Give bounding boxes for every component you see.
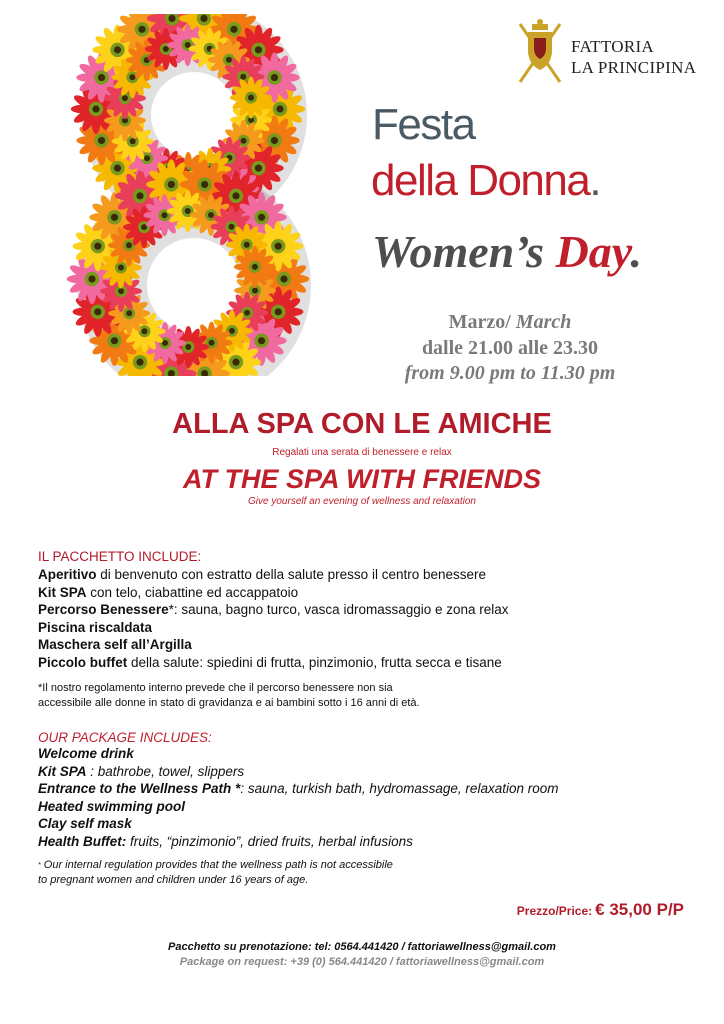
headline-period: .: [589, 156, 601, 205]
list-item: [38, 619, 509, 637]
list-item: [38, 798, 558, 816]
headline-period-2: .: [630, 226, 643, 277]
headline-della-donna: [371, 156, 601, 205]
item-bold: Piscina riscaldata: [38, 619, 153, 635]
headline-womens-day: [372, 226, 643, 277]
item-text: : bathrobe, towel, slippers: [86, 763, 245, 779]
date-month: [360, 311, 660, 334]
note-line: to pregnant women and children under 16 years of age.: [38, 874, 309, 886]
price: [517, 900, 684, 920]
note-line: *Il nostro regolamento interno prevede che il percorso benessere non sia: [38, 682, 393, 694]
footer-contact-en: Package on request: +39 (0) 564.441420 / fattoriawellness@gmail.com: [179, 956, 545, 968]
list-item: [38, 763, 558, 781]
list-item: [38, 566, 509, 584]
item-text: : sauna, turkish bath, hydromassage, relaxation room: [240, 781, 559, 797]
item-bold: Clay self mask: [38, 816, 132, 832]
headline-festa: Festa: [372, 100, 475, 149]
date-time-en: from 9.00 pm to 11.30 pm: [404, 362, 616, 384]
item-text: fruits, “pinzimonio”, dried fruits, herbal infusions: [126, 833, 413, 849]
price-label: Prezzo/Price:: [516, 904, 593, 918]
note-star: *: [38, 862, 41, 869]
item-bold: Welcome drink: [38, 746, 134, 761]
date-time-it: dalle 21.00 alle 23.30: [421, 337, 599, 359]
title-english: AT THE SPA WITH FRIENDS: [183, 464, 541, 494]
list-item: [38, 780, 558, 798]
package-en-heading: OUR PACKAGE INCLUDES:: [38, 730, 212, 745]
item-bold: Aperitivo: [38, 567, 97, 582]
package-it-list: [38, 566, 509, 672]
footer-contact-it: Pacchetto su prenotazione: tel: 0564.441420 / fattoriawellness@gmail.com: [168, 941, 556, 953]
subtitle-english: Give yourself an evening of wellness and relaxation: [248, 496, 476, 507]
crest-with-crossed-swords-icon: [514, 18, 566, 86]
item-bold: Maschera self all’Argilla: [38, 637, 192, 653]
list-item: [38, 584, 509, 602]
price-value: € 35,00 P/P: [595, 900, 684, 919]
note-text: Our internal regulation provides that the wellness path is not accessibile: [40, 859, 393, 871]
item-bold: Kit SPA: [38, 763, 87, 779]
fattoria-la-principina-logo: [514, 18, 697, 88]
date-month-en: March: [515, 311, 572, 333]
item-bold: Kit SPA: [38, 584, 87, 600]
list-item: [38, 601, 509, 619]
logo-line-fattoria: FATTORIA: [571, 37, 655, 56]
logo-line-la-principina: LA PRINCIPINA: [571, 58, 697, 77]
note-line: accessibile alle donne in stato di gravidanza e ai bambini sotto i 16 anni di età.: [38, 697, 420, 709]
list-item: [38, 654, 509, 672]
headline-della-donna-text: della Donna: [371, 156, 590, 205]
item-text: di benvenuto con estratto della salute presso il centro benessere: [96, 567, 487, 582]
package-en-note: [38, 858, 393, 888]
flower-number-8-icon: [28, 14, 348, 376]
item-text: *: sauna, bagno turco, vasca idromassaggio e zona relax: [168, 602, 509, 618]
package-it-heading: IL PACCHETTO INCLUDE:: [38, 549, 202, 564]
item-bold: Entrance to the Wellness Path *: [38, 781, 241, 797]
subtitle-italian: Regalati una serata di benessere e relax: [272, 447, 452, 458]
item-bold: Health Buffet:: [38, 833, 127, 849]
package-en-list: [38, 745, 558, 851]
item-bold: Heated swimming pool: [38, 798, 186, 814]
list-item: [38, 815, 558, 833]
headline-womens: Women’s: [372, 226, 545, 277]
list-item: [38, 745, 558, 763]
list-item: [38, 636, 509, 654]
item-bold: Piccolo buffet: [38, 654, 128, 670]
list-item: [38, 833, 558, 851]
item-bold: Percorso Benessere: [38, 602, 169, 618]
title-italian: ALLA SPA CON LE AMICHE: [172, 408, 552, 440]
headline-day: Day: [555, 226, 631, 277]
item-text: con telo, ciabattine ed accappatoio: [86, 584, 299, 600]
package-it-note: [38, 681, 420, 711]
note-line: [38, 858, 393, 873]
date-month-it: Marzo/: [448, 311, 511, 333]
item-text: della salute: spiedini di frutta, pinzimonio, frutta secca e tisane: [127, 654, 502, 670]
